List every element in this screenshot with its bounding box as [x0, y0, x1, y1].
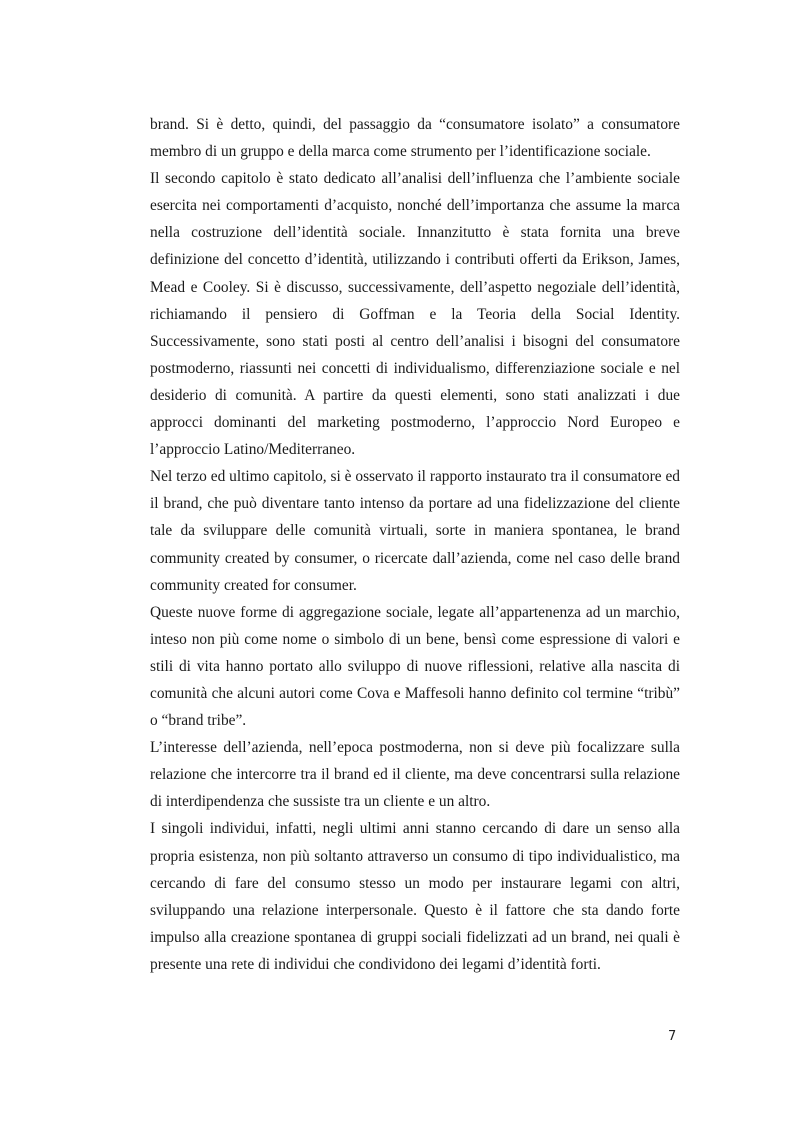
page-number: 7: [668, 1029, 677, 1044]
paragraph-3: Nel terzo ed ultimo capitolo, si è osservato il rapporto instaurato tra il consumatore ed il brand, che può diventare tanto intenso da portare ad una fidelizzazione del cliente tale da sviluppare delle comunità virtuali, sorte in maniera spontanea, le brand community created by consumer, o ricercate dall’azienda, come nel caso delle brand community created for consumer.: [150, 468, 680, 594]
paragraph-2: Il secondo capitolo è stato dedicato all’analisi dell’influenza che l’ambiente sociale esercita nei comportamenti d’acquisto, nonché dell’importanza che assume la marca nella costruzione dell’identità sociale. Innanzitutto è stata fornita una breve definizione del concetto d’identità, utilizzando i contributi offerti da Erikson, James, Mead e Cooley. Si è discusso, successivamente, dell’aspetto negoziale dell’identità, richiamando il pensiero di Goffman e la Teoria della Social Identity. Successivamente, sono stati posti al centro dell’analisi i bisogni del consumatore postmoderno, riassunti nei concetti di individualismo, differenziazione sociale e nel desiderio di comunità. A partire da questi elementi, sono stati analizzati i due approcci dominanti del marketing postmoderno, l’approccio Nord Europeo e l’approccio Latino/Mediterraneo.: [150, 170, 680, 459]
paragraph-6: I singoli individui, infatti, negli ultimi anni stanno cercando di dare un senso alla propria esistenza, non più soltanto attraverso un consumo di tipo individualistico, ma cercando di fare del consumo stesso un modo per instaurare legami con altri, sviluppando una relazione interpersonale. Questo è il fattore che sta dando forte impulso alla creazione spontanea di gruppi sociali fidelizzati ad un brand, nei quali è presente una rete di individui che condividono dei legami d’identità forti.: [150, 820, 680, 973]
paragraph-1: brand. Si è detto, quindi, del passaggio da “consumatore isolato” a consumatore membro di un gruppo e della marca come strumento per l’identificazione sociale.: [150, 116, 680, 161]
body-text: [150, 111, 680, 978]
paragraph-4: Queste nuove forme di aggregazione sociale, legate all’appartenenza ad un marchio, inteso non più come nome o simbolo di un bene, bensì come espressione di valori e stili di vita hanno portato allo sviluppo di nuove riflessioni, relative alla nascita di comunità che alcuni autori come Cova e Maffesoli hanno definito col termine “tribù” o “brand tribe”.: [150, 603, 680, 730]
paragraph-5: L’interesse dell’azienda, nell’epoca postmoderna, non si deve più focalizzare sulla relazione che intercorre tra il brand ed il cliente, ma deve concentrarsi sulla relazione di interdipendenza che sussiste tra un cliente e un altro.: [150, 739, 680, 811]
